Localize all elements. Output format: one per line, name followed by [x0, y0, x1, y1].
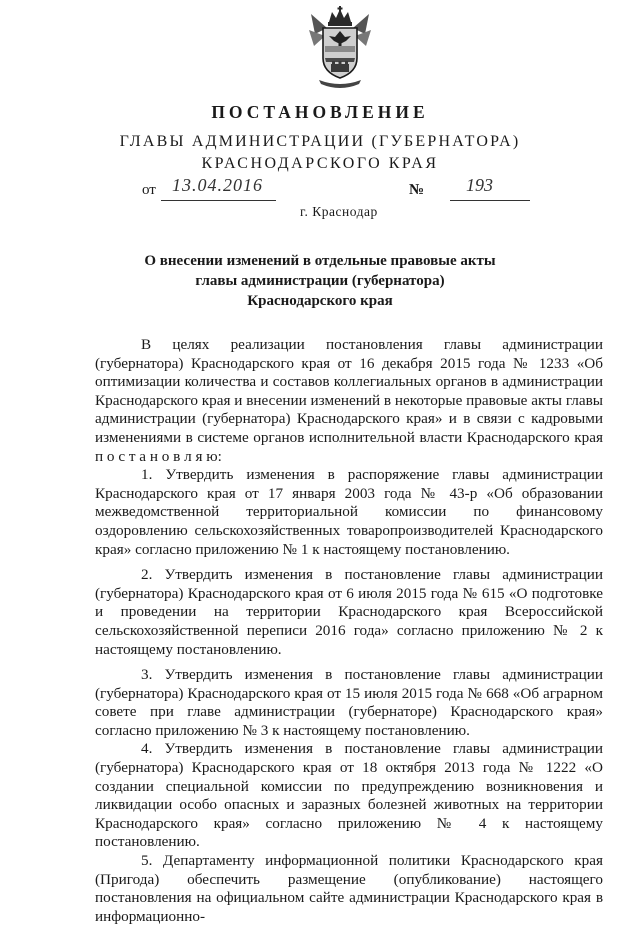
- number-label: №: [409, 182, 425, 198]
- document-title: ПОСТАНОВЛЕНИЕ: [211, 102, 429, 122]
- issuer-line-2: КРАСНОДАРСКОГО КРАЯ: [201, 155, 439, 172]
- date-underline: [161, 200, 276, 201]
- preamble-paragraph: В целях реализации постановления главы администрации (губернатора) Краснодарского края от 16 декабря 2015 года № 1233 «Об оптимизации количества и составов коллегиальных органов в администрации Краснодарского края и внесении изменений в некоторые правовые акты главы администрации (губернатора) Краснодарского края» и в связи с кадровыми изменениями в системе органов исполнительной власти Краснодарского края п о с т а н о в л я ю:: [95, 336, 603, 465]
- clause-4: 4. Утвердить изменения в постановление главы администрации (губернатора) Краснодарского края от 18 октября 2013 года № 1222 «О создании специальной комиссии по предупреждению возникновения и ликвидации особо опасных и заразных болезней животных на территории Краснодарского края» согласно приложению № 4 к настоящему постановлению.: [95, 740, 603, 851]
- document-body: [95, 336, 603, 926]
- issuer-line-1: ГЛАВЫ АДМИНИСТРАЦИИ (ГУБЕРНАТОРА): [119, 133, 521, 150]
- subject-line-1: О внесении изменений в отдельные правовые акты: [144, 253, 496, 269]
- city-label: г. Краснодар: [300, 204, 378, 219]
- number-underline: [450, 200, 530, 201]
- clause-2: 2. Утвердить изменения в постановление главы администрации (губернатора) Краснодарского края от 6 июля 2015 года № 615 «О подготовке и проведении на территории Краснодарского края Всероссийской сельскохозяйственной переписи 2016 года» согласно приложению № 2 к настоящему постановлению.: [95, 566, 603, 658]
- subject-line-3: Краснодарского края: [247, 293, 393, 309]
- date-label: от: [142, 182, 156, 198]
- clause-1: 1. Утвердить изменения в распоряжение главы администрации Краснодарского края от 17 января 2003 года № 43-р «Об образовании межведомственной территориальной комиссии по финансовому оздоровлению сельскохозяйственных товаропроизводителей Краснодарского края» согласно приложению № 1 к настоящему постановлению.: [95, 466, 603, 558]
- subject-heading: [0, 251, 640, 311]
- number-value: 193: [466, 175, 493, 195]
- clause-5: 5. Департаменту информационной политики Краснодарского края (Пригода) обеспечить размещение (опубликование) настоящего постановления на официальном сайте администрации Краснодарского края в информационно-: [95, 852, 603, 925]
- subject-line-2: главы администрации (губернатора): [195, 273, 445, 289]
- date-value: 13.04.2016: [172, 175, 263, 195]
- clause-3: 3. Утвердить изменения в постановление главы администрации (губернатора) Краснодарского края от 15 июля 2015 года № 668 «Об аграрном совете при главе администрации (губернаторе) Краснодарского края» согласно приложению № 3 к настоящему постановлению.: [95, 666, 603, 739]
- coat-of-arms-icon: [309, 6, 371, 88]
